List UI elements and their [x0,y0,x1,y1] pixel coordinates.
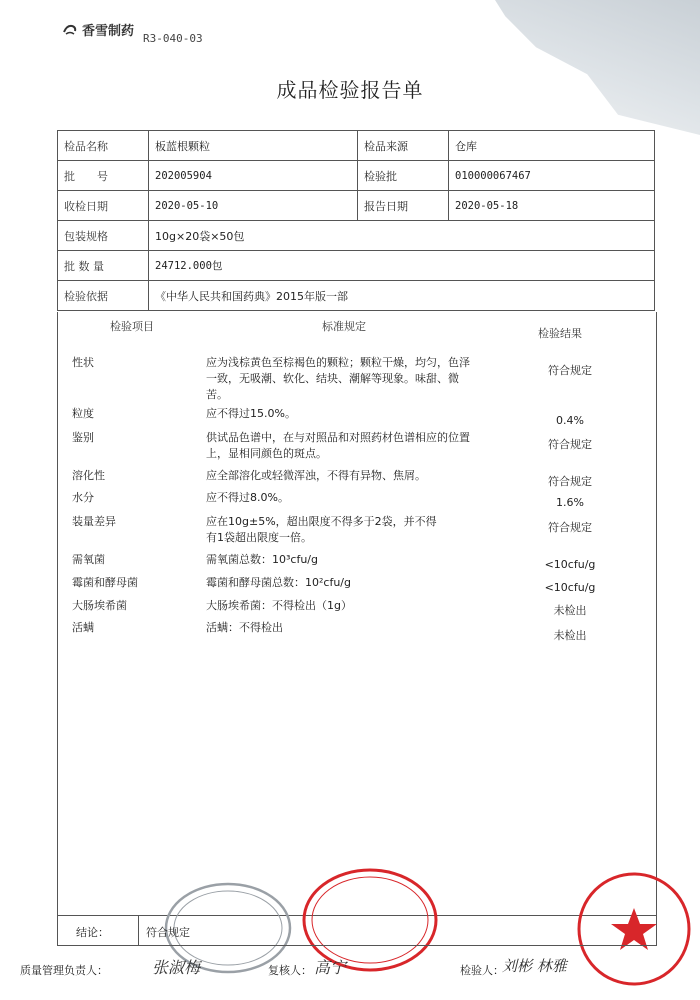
item-standard: 应在10g±5%，超出限度不得多于2袋，并不得有1袋超出限度一倍。 [206,515,437,544]
item-standard: 应为浅棕黄色至棕褐色的颗粒；颗粒干燥，均匀，色泽一致，无吸潮、软化、结块、潮解等现象。味甜、微苦。 [206,356,470,401]
item-result: 未检出 [553,604,587,617]
item-result: 符合规定 [548,364,592,377]
info-row [58,131,655,161]
basis-value: 《中华人民共和国药典》2015年版一部 [149,281,655,311]
item-name: 需氧菌 [72,553,105,566]
inspector-label: 检验人： [460,964,504,977]
col-result-header: 检验结果 [538,327,582,340]
item-name: 活螨 [72,621,94,634]
item-standard: 霉菌和酵母菌总数：10²cfu/g [206,576,351,589]
info-row [58,281,655,311]
item-standard: 应全部溶化或轻微浑浊，不得有异物、焦屑。 [206,469,426,482]
item-name: 水分 [72,491,94,504]
info-row [58,191,655,221]
report-date-value: 2020-05-18 [449,191,655,221]
col-item-header: 检验项目 [110,320,154,333]
col-standard-header: 标准规定 [322,320,366,333]
quantity-value: 24712.000包 [149,251,655,281]
company-logo [62,20,134,39]
item-result: 符合规定 [548,475,592,488]
item-name: 鉴别 [72,431,94,444]
quality-manager-signature: 张淑梅 [152,958,201,977]
item-result: <10cfu/g [544,581,596,594]
item-name: 大肠埃希菌 [72,599,127,612]
info-row [58,161,655,191]
item-standard: 大肠埃希菌：不得检出（1g） [206,599,352,612]
conclusion-label: 结论： [76,926,109,939]
item-name: 粒度 [72,407,94,420]
inspector-signature: 刘彬 林雅 [502,957,567,975]
source-value: 仓库 [449,131,655,161]
quality-manager-label: 质量管理负责人： [20,964,108,977]
basis-label: 检验依据 [58,281,149,311]
document-code: R3-040-03 [143,32,203,45]
item-standard: 需氧菌总数：10³cfu/g [206,553,318,566]
product-name-value: 板蓝根颗粒 [149,131,358,161]
product-name-label: 检品名称 [58,131,149,161]
item-result: <10cfu/g [544,558,596,571]
inspection-batch-label: 检验批 [358,161,449,191]
report-date-label: 报告日期 [358,191,449,221]
info-row [58,251,655,281]
info-row [58,221,655,251]
conclusion-row [57,915,657,946]
item-result: 1.6% [556,496,584,509]
item-standard: 应不得过8.0%。 [206,491,289,504]
item-result: 0.4% [556,414,584,427]
package-value: 10g×20袋×50包 [149,221,655,251]
item-standard: 供试品色谱中，在与对照品和对照药材色谱相应的位置上，显相同颜色的斑点。 [206,431,470,460]
batch-label: 批 号 [58,161,149,191]
torn-corner [495,0,700,135]
item-name: 装量差异 [72,515,116,528]
info-table [57,130,655,311]
page-title: 成品检验报告单 [276,78,424,102]
reviewer-signature: 高宁 [314,958,347,977]
item-result: 符合规定 [548,521,592,534]
item-standard: 应不得过15.0%。 [206,407,296,420]
batch-value: 202005904 [149,161,358,191]
item-result: 符合规定 [548,438,592,451]
receive-date-label: 收检日期 [58,191,149,221]
item-name: 性状 [72,356,94,369]
package-label: 包装规格 [58,221,149,251]
logo-mark-icon [62,23,78,37]
item-name: 溶化性 [72,469,105,482]
source-label: 检品来源 [358,131,449,161]
item-result: 未检出 [553,629,587,642]
reviewer-label: 复核人： [268,964,312,977]
logo-text: 香雪制药 [82,24,135,39]
item-name: 霉菌和酵母菌 [72,576,138,589]
quantity-label: 批 数 量 [58,251,149,281]
conclusion-value: 符合规定 [146,926,190,939]
receive-date-value: 2020-05-10 [149,191,358,221]
inspection-batch-value: 010000067467 [449,161,655,191]
conclusion-divider [138,915,139,945]
item-standard: 活螨：不得检出 [206,621,283,634]
